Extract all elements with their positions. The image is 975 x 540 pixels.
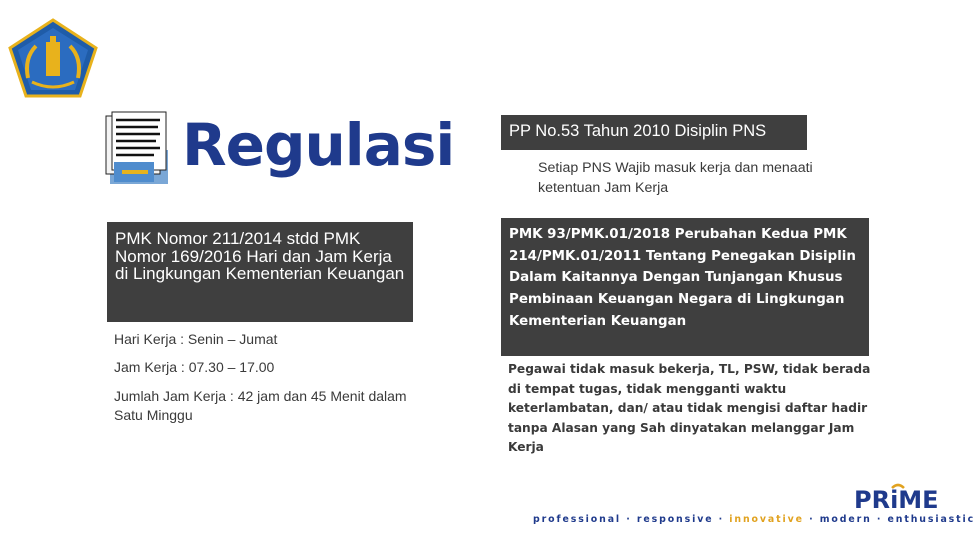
page-title: Regulasi [182,111,455,179]
tagline-enthusiastic: enthusiastic [887,514,975,525]
tagline-separator: · [803,514,820,525]
total-hours-text: Jumlah Jam Kerja : 42 jam dan 45 Menit dalam Satu Minggu [114,388,407,423]
work-hours-text: Jam Kerja : 07.30 – 17.00 [114,359,275,375]
tagline-innovative: innovative [729,514,804,525]
regulation-box-pmk-211: PMK Nomor 211/2014 stdd PMK Nomor 169/2016 Hari dan Jam Kerja di Lingkungan Kementerian Keuangan [107,222,413,322]
brand-tagline [533,514,975,525]
pp-description-text: Setiap PNS Wajib masuk kerja dan menaati ketentuan Jam Kerja [538,160,813,196]
prime-brand-logo [854,484,938,514]
tagline-separator: · [621,514,637,525]
tagline-responsive: responsive [636,514,714,525]
prime-brand-text: PRiME [854,486,939,514]
documents-icon [102,110,172,186]
ministry-emblem-icon [6,18,100,98]
tagline-modern: modern [819,514,872,525]
tagline-separator: · [871,514,888,525]
tagline-professional: professional [533,514,622,525]
regulation-box-pmk-93: PMK 93/PMK.01/2018 Perubahan Kedua PMK 214/PMK.01/2011 Tentang Penegakan Disiplin Dalam Kaitannya Dengan Tunjangan Khusus Pembinaan Keuangan Negara di Lingkungan Kementerian Keuangan [501,218,869,356]
violation-text: Pegawai tidak masuk bekerja, TL, PSW, tidak berada di tempat tugas, tidak mengganti waktu keterlambatan, dan/ atau tidak mengisi daftar hadir tanpa Alasan yang Sah dinyatakan melanggar Jam Kerja [508,362,871,454]
regulation-box-pp-53: PP No.53 Tahun 2010 Disiplin PNS [501,115,807,150]
work-days-text: Hari Kerja : Senin – Jumat [114,331,278,347]
tagline-separator: · [713,514,730,525]
